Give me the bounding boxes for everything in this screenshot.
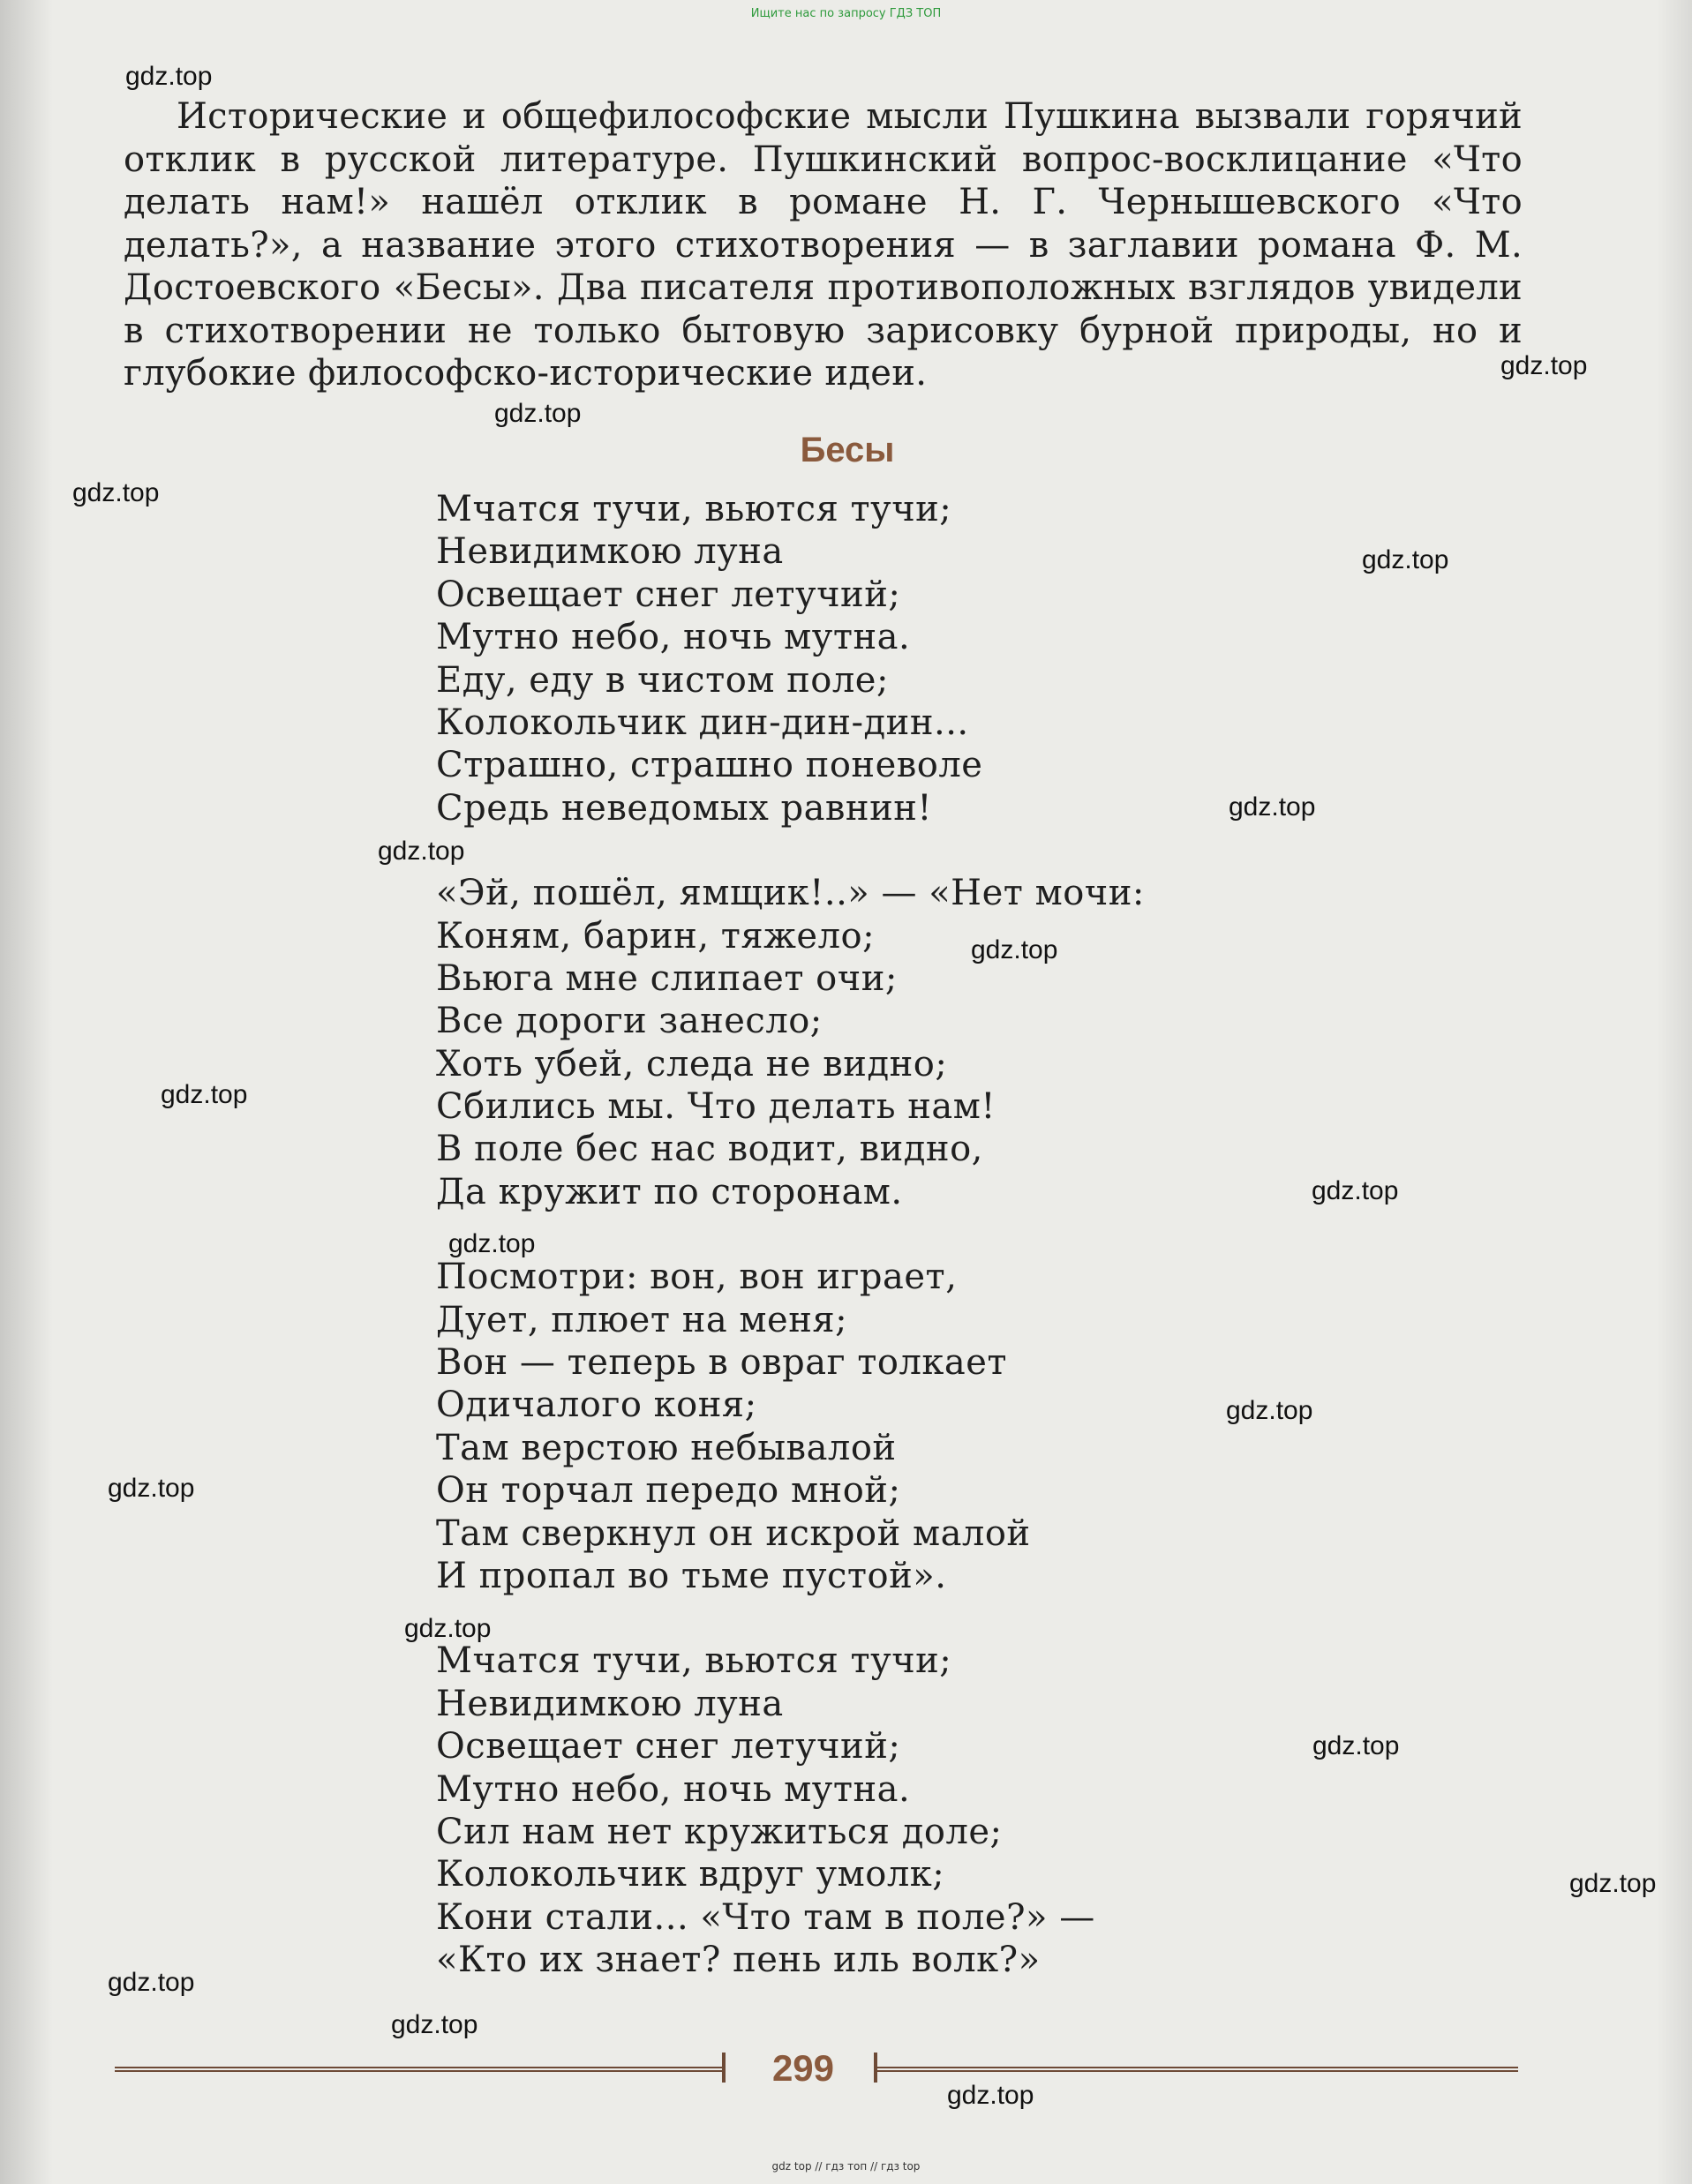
poem-line: Одичалого коня; bbox=[436, 1385, 757, 1426]
poem-line: Вьюга мне слипает очи; bbox=[436, 957, 898, 999]
poem-line: Дует, плюет на меня; bbox=[436, 1299, 848, 1340]
poem-line: Средь неведомых равнин! bbox=[436, 787, 932, 829]
poem-stanza bbox=[436, 872, 1230, 1213]
footer-rule-right bbox=[874, 2067, 1518, 2074]
watermark: gdz.top bbox=[947, 2081, 1034, 2110]
watermark: gdz.top bbox=[1312, 1731, 1400, 1760]
page-binding-shadow bbox=[0, 0, 53, 2184]
watermark: gdz.top bbox=[161, 1080, 248, 1109]
poem-line: Кони стали... «Что там в поле?» — bbox=[436, 1896, 1095, 1938]
poem-line: Все дороги занесло; bbox=[436, 1001, 823, 1042]
top-banner-note: Ищите нас по запросу ГДЗ ТОП bbox=[750, 7, 942, 20]
poem-stanza bbox=[436, 1256, 1230, 1597]
poem-line: Еду, еду в чистом поле; bbox=[436, 659, 889, 701]
watermark: gdz.top bbox=[971, 935, 1058, 964]
poem-line: Колокольчик вдруг умолк; bbox=[436, 1854, 945, 1895]
poem-line: Колокольчик дин-дин-дин... bbox=[436, 702, 969, 743]
watermark: gdz.top bbox=[494, 399, 582, 428]
poem-line: «Кто их знает? пень иль волк?» bbox=[436, 1940, 1041, 1981]
poem-line: Мутно небо, ночь мутна. bbox=[436, 1768, 911, 1810]
poem-line: Хоть убей, следа не видно; bbox=[436, 1043, 948, 1084]
watermark: gdz.top bbox=[1229, 792, 1316, 822]
page-edge bbox=[1657, 0, 1692, 2184]
poem-line: Страшно, страшно поневоле bbox=[436, 745, 983, 786]
poem-line: Посмотри: вон, вон играет, bbox=[436, 1257, 958, 1298]
watermark: gdz.top bbox=[1569, 1869, 1657, 1898]
watermark: gdz.top bbox=[1312, 1176, 1399, 1205]
poem-line: Да кружит по сторонам. bbox=[436, 1171, 903, 1212]
poem-title: Бесы bbox=[800, 431, 895, 469]
watermark: gdz.top bbox=[378, 837, 465, 866]
watermark: gdz.top bbox=[391, 2010, 478, 2039]
footer-rule-left bbox=[115, 2067, 724, 2074]
poem-line: Сил нам нет кружиться доле; bbox=[436, 1811, 1003, 1852]
watermark: gdz.top bbox=[1362, 545, 1449, 574]
poem-line: Мчатся тучи, вьются тучи; bbox=[436, 489, 952, 529]
page-number: 299 bbox=[771, 2047, 835, 2089]
poem-line: Вон — теперь в овраг толкает bbox=[436, 1342, 1008, 1384]
poem-line: Там сверкнул он искрой малой bbox=[436, 1512, 1031, 1554]
watermark: gdz.top bbox=[72, 478, 160, 507]
poem-line: Невидимкою луна bbox=[436, 1683, 784, 1724]
watermark: gdz.top bbox=[108, 1968, 195, 1997]
poem-line: Сбились мы. Что делать нам! bbox=[436, 1086, 996, 1128]
poem-line: Он торчал передо мной; bbox=[436, 1470, 901, 1512]
intro-paragraph bbox=[124, 95, 1523, 395]
poem-line: Там верстою небывалой bbox=[436, 1427, 897, 1468]
poem-line: «Эй, пошёл, ямщик!..» — «Нет мочи: bbox=[436, 873, 1145, 914]
poem-stanza bbox=[436, 488, 1230, 829]
bottom-note: gdz top // гдз топ // гдз top bbox=[771, 2160, 921, 2173]
poem-stanza bbox=[436, 1640, 1230, 1981]
poem-line: Коням, барин, тяжело; bbox=[436, 915, 876, 957]
poem-line: Невидимкою луна bbox=[436, 531, 784, 573]
watermark: gdz.top bbox=[108, 1474, 195, 1503]
watermark: gdz.top bbox=[125, 62, 213, 91]
footer-rule-tick bbox=[722, 2053, 726, 2083]
poem-line: В поле бес нас водит, видно, bbox=[436, 1129, 983, 1170]
poem-line: И пропал во тьме пустой». bbox=[436, 1555, 947, 1596]
poem-line: Освещает снег летучий; bbox=[436, 1726, 901, 1767]
poem-line: Мчатся тучи, вьются тучи; bbox=[436, 1640, 952, 1682]
watermark: gdz.top bbox=[1500, 351, 1588, 380]
watermark: gdz.top bbox=[448, 1229, 536, 1258]
poem-line: Мутно небо, ночь мутна. bbox=[436, 617, 911, 658]
watermark: gdz.top bbox=[404, 1614, 492, 1643]
intro-text: Исторические и общефилософские мысли Пушкина вызвали горячий отклик в русской литературе. Пушкинский вопрос-восклицание «Что делать нам!» нашёл отклик в романе Н. Г. Чернышевского «Что делать?», а название этого стихотворения — в заглавии романа Ф. М. Достоевского «Бесы». Два писателя противоположных взглядов увидели в стихотворении не только бытовую зарисовку бурной природы, но и глубокие философско-исторические идеи. bbox=[124, 96, 1523, 394]
watermark: gdz.top bbox=[1226, 1396, 1313, 1425]
poem-line: Освещает снег летучий; bbox=[436, 574, 901, 615]
poem-body bbox=[436, 488, 1230, 2024]
